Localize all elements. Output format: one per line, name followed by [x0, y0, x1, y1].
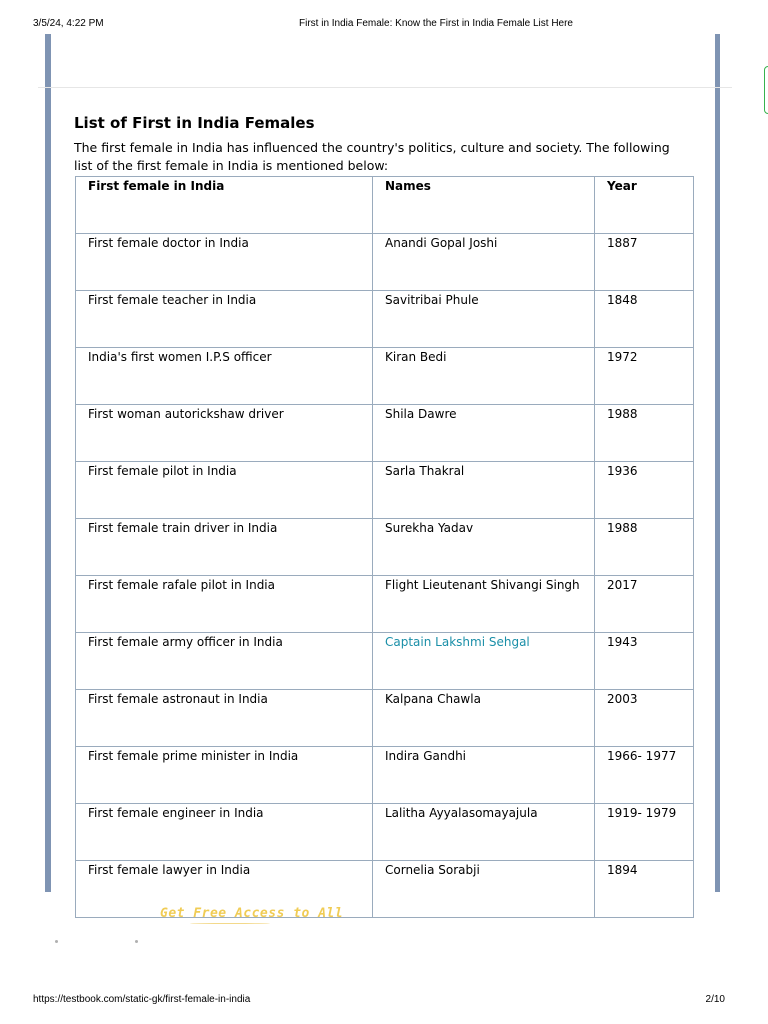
- cell-year: 1966- 1977: [595, 747, 694, 804]
- table-row: [76, 519, 694, 576]
- cell-title: First female pilot in India: [76, 462, 373, 519]
- cell-year: 1988: [595, 519, 694, 576]
- cell-title: First female doctor in India: [76, 234, 373, 291]
- cell-year: 1936: [595, 462, 694, 519]
- column-header-title: First female in India: [76, 177, 373, 234]
- table-row: [76, 804, 694, 861]
- cell-name: Lalitha Ayyalasomayajula: [373, 804, 595, 861]
- cell-name: Sarla Thakral: [373, 462, 595, 519]
- table-row: [76, 747, 694, 804]
- top-divider: [38, 87, 732, 88]
- print-footer: [33, 994, 735, 1008]
- name-link-lakshmi-sehgal[interactable]: Captain Lakshmi Sehgal: [373, 633, 595, 690]
- column-header-year: Year: [595, 177, 694, 234]
- cell-title: India's first women I.P.S officer: [76, 348, 373, 405]
- cell-name: Indira Gandhi: [373, 747, 595, 804]
- table-row: [76, 291, 694, 348]
- cell-title: First female teacher in India: [76, 291, 373, 348]
- carousel-dot[interactable]: [135, 940, 138, 943]
- cell-year: 2003: [595, 690, 694, 747]
- print-page-title: First in India Female: Know the First in India Female List Here: [299, 18, 573, 29]
- cell-name: Kalpana Chawla: [373, 690, 595, 747]
- cell-year: 1972: [595, 348, 694, 405]
- cell-year: 2017: [595, 576, 694, 633]
- cell-title: First female prime minister in India: [76, 747, 373, 804]
- column-header-names: Names: [373, 177, 595, 234]
- cell-title: First woman autorickshaw driver: [76, 405, 373, 462]
- cell-year: 1943: [595, 633, 694, 690]
- cell-title: First female army officer in India: [76, 633, 373, 690]
- carousel-dot[interactable]: [55, 940, 58, 943]
- cell-year: 1919- 1979: [595, 804, 694, 861]
- table-row: [76, 576, 694, 633]
- floating-side-widget[interactable]: [764, 66, 768, 114]
- left-side-bar: [45, 34, 51, 892]
- cell-title: First female astronaut in India: [76, 690, 373, 747]
- print-timestamp: 3/5/24, 4:22 PM: [33, 18, 104, 29]
- cell-year: 1848: [595, 291, 694, 348]
- table-row: [76, 405, 694, 462]
- cell-name: Cornelia Sorabji: [373, 861, 595, 918]
- table-row: [76, 462, 694, 519]
- cell-title: First female rafale pilot in India: [76, 576, 373, 633]
- cell-title: First female engineer in India: [76, 804, 373, 861]
- cell-name: Anandi Gopal Joshi: [373, 234, 595, 291]
- cell-name: Savitribai Phule: [373, 291, 595, 348]
- print-header: [33, 18, 735, 32]
- intro-paragraph: The first female in India has influenced the country's politics, culture and society. The following list of the first female in India is mentioned below:: [74, 140, 670, 173]
- cell-year: 1887: [595, 234, 694, 291]
- table-row: [76, 234, 694, 291]
- print-url: https://testbook.com/static-gk/first-female-in-india: [33, 994, 251, 1005]
- cta-underline-decoration: [190, 923, 270, 924]
- first-females-table: [75, 176, 694, 918]
- cell-name: Shila Dawre: [373, 405, 595, 462]
- table-header-row: [76, 177, 694, 234]
- table-row: [76, 633, 694, 690]
- section-heading: List of First in India Females: [74, 114, 315, 132]
- cell-name: Kiran Bedi: [373, 348, 595, 405]
- cell-name: Flight Lieutenant Shivangi Singh: [373, 576, 595, 633]
- right-side-bar: [715, 34, 720, 892]
- print-page-number: 2/10: [705, 994, 725, 1005]
- cell-title: First female train driver in India: [76, 519, 373, 576]
- table-row: [76, 348, 694, 405]
- cell-name: Surekha Yadav: [373, 519, 595, 576]
- free-access-banner-text[interactable]: Get Free Access to All: [160, 906, 344, 921]
- table-row: [76, 690, 694, 747]
- cell-year: 1894: [595, 861, 694, 918]
- cell-title: First female lawyer in India: [76, 861, 373, 918]
- cell-year: 1988: [595, 405, 694, 462]
